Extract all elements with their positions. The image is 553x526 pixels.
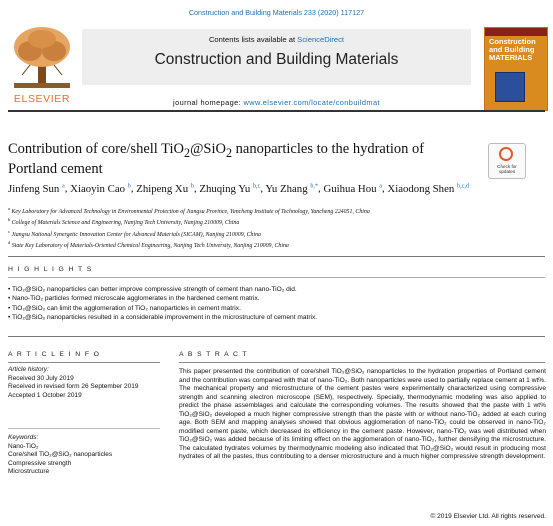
title-part: @SiO — [190, 141, 226, 157]
keyword-item: Core/shell TiO₂@SiO₂ nanoparticles — [8, 451, 113, 459]
article-history-label: Article history: — [8, 366, 49, 373]
author-name[interactable]: Xiaoyin Cao $^b$ — [70, 182, 131, 195]
highlight-item: • Nano-TiO₂ particles formed microscale agglomerates in the hardened cement matrix. — [8, 295, 260, 303]
article-info-divider — [8, 362, 160, 363]
homepage-prefix: journal homepage: — [173, 98, 244, 107]
title-subscript: 2 — [184, 145, 191, 160]
paper-title — [8, 141, 448, 177]
keyword-item: Compressive strength — [8, 459, 72, 467]
keyword-item: Nano-TiO₂ — [8, 442, 39, 450]
section-divider — [8, 336, 545, 337]
tree-icon — [8, 25, 76, 91]
author-name[interactable]: Jinfeng Sun $^a$ — [8, 182, 65, 195]
article-info-heading: A R T I C L E I N F O — [8, 351, 101, 358]
keywords-label: Keywords: — [8, 434, 39, 441]
highlights-divider — [8, 277, 545, 278]
elsevier-wordmark: ELSEVIER — [13, 93, 71, 105]
contents-available-line — [82, 35, 471, 44]
journal-name[interactable]: Construction and Building Materials — [154, 51, 399, 68]
sciencedirect-link[interactable]: ScienceDirect — [297, 35, 345, 44]
author-name[interactable]: Yu Zhang $^{b,*}$ — [265, 182, 319, 195]
cover-image — [495, 72, 525, 102]
check-updates-icon — [499, 147, 513, 161]
keywords-divider — [8, 428, 160, 429]
highlights-heading: H I G H L I G H T S — [8, 266, 93, 273]
journal-reference-link[interactable]: Construction and Building Materials 233 (2020) 117127 — [188, 8, 365, 17]
copyright-notice: © 2019 Elsevier Ltd. All rights reserved. — [430, 513, 546, 520]
title-part: Contribution of core/shell TiO — [8, 141, 185, 157]
title-subscript: 2 — [226, 145, 233, 160]
abstract-heading: A B S T R A C T — [179, 351, 248, 358]
author-name[interactable]: Zhipeng Xu $^b$ — [136, 182, 194, 195]
contents-prefix: Contents lists available at — [208, 35, 298, 44]
highlight-item: • TiO₂@SiO₂ nanoparticles resulted in a considerable improvement in the microstructure of cement matrix. — [8, 313, 318, 321]
cover-title: Construction and Building MATERIALS — [489, 37, 536, 62]
keywords-block — [8, 434, 160, 477]
author-name[interactable]: Zhuqing Yu $^{b,c}$ — [199, 182, 261, 195]
journal-cover-thumbnail[interactable] — [484, 27, 548, 111]
history-line: Received in revised form 26 September 2019 — [8, 383, 139, 391]
check-for-updates-badge[interactable] — [488, 143, 526, 179]
keyword-item: Microstructure — [8, 468, 50, 476]
author-name[interactable]: Guihua Hou $^a$ — [323, 182, 382, 195]
history-line: Received 30 July 2019 — [8, 374, 74, 382]
affiliation-item: $^d$ State Key Laboratory of Materials-Oriented Chemical Engineering, Nanjing Tech University, Nanjing 210009, China — [8, 240, 289, 250]
header-divider — [8, 110, 545, 112]
section-divider — [8, 256, 545, 257]
abstract-divider — [179, 362, 545, 363]
highlight-item: • TiO₂@SiO₂ can limit the agglomeration of TiO₂ nanoparticles in cement matrix. — [8, 304, 241, 312]
highlight-item: • TiO₂@SiO₂ nanoparticles can better improve compressive strength of cement than nano-TiO₂ did. — [8, 286, 297, 293]
abstract-body: This paper presented the contribution of core/shell TiO₂@SiO₂ nanoparticles to the hydration properties of Portland cement and the contribution was compared with that of nano-TiO₂. Both nanoparticles were used to partially replace cement at 1 wt%. The mechanical property and microstructure of the cement pastes were experimentally characterized using compressive strength and scanning electron microscope (SEM), respectively. Specially, thermodynamic modeling was also applied to predict the phase assemblages and calculate the corresponding volumes. The results showed that the paste with 1 wt% TiO₂@SiO₂ developed a much higher compressive strength than the paste with or without nano-TiO₂ added at each curing age. Both SEM and mapping analyses showed that obvious agglomeration of nano-TiO₂ could be observed in nano-TiO₂ modified cement paste, which decreased its efficiency in the cement paste. However, nano-TiO₂ was well distributed when TiO₂@SiO₂ was added because of its limiting effect on the agglomeration of nano-TiO₂, further densifying the microstructure. The calculated hydrates volumes by thermodynamic modeling also indicated that TiO₂@SiO₂ would result in producing most hydrates of all the pastes, thus contributing to a denser microstructure and a much higher compressive strength development. — [179, 368, 546, 461]
author-name[interactable]: Xiaodong Shen $^{b,c,d}$ — [387, 182, 469, 195]
affiliation-item: $^c$ Jiangsu National Synergetic Innovation Center for Advanced Materials (SICAM), Nanjing 210009, China — [8, 228, 261, 238]
history-line: Accepted 1 October 2019 — [8, 391, 82, 399]
check-updates-label: Check for updates — [497, 164, 517, 174]
affiliation-list — [8, 205, 548, 251]
affiliation-item: $^a$ Key Laboratory for Advanced Technology in Environmental Protection of Jiangsu Province, Yancheng Institute of Technology, Yancheng 224051, China — [8, 206, 370, 215]
cover-top-strip — [485, 28, 547, 36]
highlights-list — [8, 285, 548, 322]
title-part: nanoparticles to the hydration of Portland cement — [8, 141, 425, 177]
article-history — [8, 366, 160, 400]
homepage-link[interactable]: www.elsevier.com/locate/conbuildmat — [243, 98, 380, 107]
affiliation-item: $^b$ College of Materials Science and Engineering, Nanjing Tech University, Nanjing 210009, China — [8, 217, 240, 227]
journal-homepage-line — [82, 98, 471, 107]
author-list: Jinfeng Sun $^a$, Xiaoyin Cao $^b$, Zhipeng Xu $^b$, Zhuqing Yu $^{b,c}$, Yu Zhang $^{b,*}$, Guihua Hou $^a$, Xiaodong Shen $^{b,c,d}$ — [8, 182, 469, 195]
